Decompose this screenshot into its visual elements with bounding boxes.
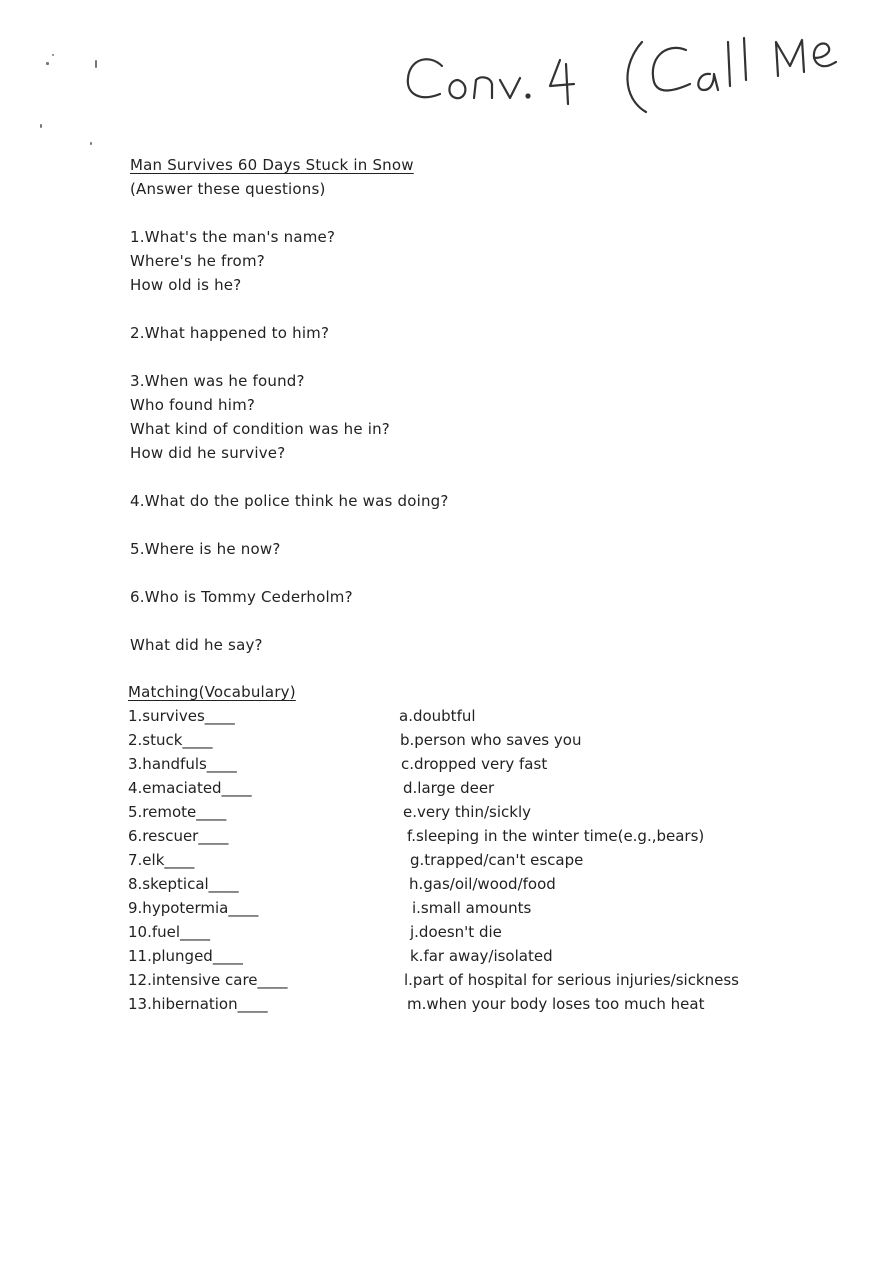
question-line: How did he survive? bbox=[130, 444, 286, 462]
vocab-word: 12.intensive care____ bbox=[128, 971, 288, 989]
question-line: 1.What's the man's name? bbox=[130, 228, 336, 246]
matching-title: Matching(Vocabulary) bbox=[128, 683, 296, 701]
vocab-definition: c.dropped very fast bbox=[401, 755, 548, 773]
vocab-word: 5.remote____ bbox=[128, 803, 227, 821]
vocab-definition: i.small amounts bbox=[412, 899, 532, 917]
vocab-word: 13.hibernation____ bbox=[128, 995, 268, 1013]
vocab-word: 9.hypotermia____ bbox=[128, 899, 259, 917]
scan-speck bbox=[95, 60, 97, 68]
vocab-word: 10.fuel____ bbox=[128, 923, 211, 941]
vocab-definition: h.gas/oil/wood/food bbox=[409, 875, 556, 893]
question-line: What did he say? bbox=[130, 636, 263, 654]
question-line: What kind of condition was he in? bbox=[130, 420, 390, 438]
scan-speck bbox=[52, 54, 54, 56]
question-line: Who found him? bbox=[130, 396, 256, 414]
question-line: 2.What happened to him? bbox=[130, 324, 330, 342]
question-line: How old is he? bbox=[130, 276, 242, 294]
vocab-definition: d.large deer bbox=[403, 779, 495, 797]
vocab-word: 2.stuck____ bbox=[128, 731, 213, 749]
vocab-definition: g.trapped/can't escape bbox=[410, 851, 584, 869]
vocab-definition: e.very thin/sickly bbox=[403, 803, 531, 821]
vocab-definition: k.far away/isolated bbox=[410, 947, 553, 965]
question-line: 6.Who is Tommy Cederholm? bbox=[130, 588, 353, 606]
scan-speck bbox=[90, 142, 92, 145]
vocab-definition: f.sleeping in the winter time(e.g.,bears) bbox=[407, 827, 705, 845]
vocab-word: 4.emaciated____ bbox=[128, 779, 252, 797]
question-line: 5.Where is he now? bbox=[130, 540, 281, 558]
vocab-definition: b.person who saves you bbox=[400, 731, 582, 749]
vocab-word: 6.rescuer____ bbox=[128, 827, 229, 845]
vocab-definition: l.part of hospital for serious injuries/sickness bbox=[404, 971, 739, 989]
vocab-definition: a.doubtful bbox=[399, 707, 476, 725]
vocab-word: 3.handfuls____ bbox=[128, 755, 237, 773]
instructions: (Answer these questions) bbox=[130, 180, 326, 198]
vocab-word: 8.skeptical____ bbox=[128, 875, 239, 893]
vocab-word: 7.elk____ bbox=[128, 851, 195, 869]
worksheet-title: Man Survives 60 Days Stuck in Snow bbox=[130, 156, 414, 174]
scan-speck bbox=[40, 124, 42, 128]
question-line: 3.When was he found? bbox=[130, 372, 305, 390]
vocab-definition: j.doesn't die bbox=[410, 923, 502, 941]
question-line: 4.What do the police think he was doing? bbox=[130, 492, 449, 510]
handwritten-note bbox=[400, 28, 860, 118]
question-line: Where's he from? bbox=[130, 252, 265, 270]
vocab-word: 1.survives____ bbox=[128, 707, 235, 725]
vocab-word: 11.plunged____ bbox=[128, 947, 243, 965]
vocab-definition: m.when your body loses too much heat bbox=[407, 995, 705, 1013]
scan-speck bbox=[46, 62, 49, 65]
